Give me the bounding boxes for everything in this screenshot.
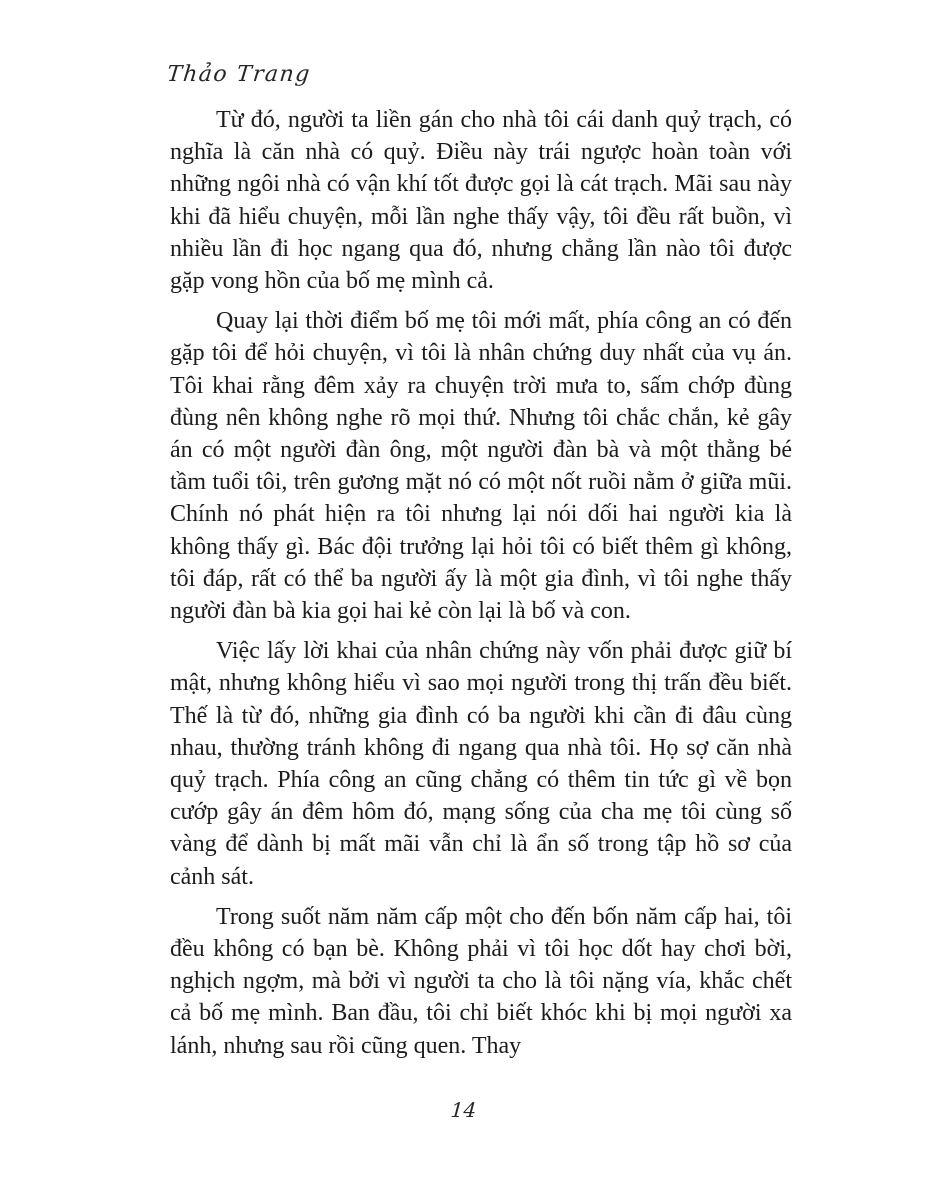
body-text-block xyxy=(170,104,792,1070)
paragraph-2: Quay lại thời điểm bố mẹ tôi mới mất, phía công an có đến gặp tôi để hỏi chuyện, vì tôi là nhân chứng duy nhất của vụ án. Tôi khai rằng đêm xảy ra chuyện trời mưa to, sấm chớp đùng đùng nên không nghe rõ mọi thứ. Nhưng tôi chắc chắn, kẻ gây án có một người đàn ông, một người đàn bà và một thằng bé tầm tuổi tôi, trên gương mặt nó có một nốt ruồi nằm ở giữa mũi. Chính nó phát hiện ra tôi nhưng lại nói dối hai người kia là không thấy gì. Bác đội trưởng lại hỏi tôi có biết thêm gì không, tôi đáp, rất có thể ba người ấy là một gia đình, vì tôi nghe thấy người đàn bà kia gọi hai kẻ còn lại là bố và con. xyxy=(170,308,792,625)
page-number: 14 xyxy=(449,1098,478,1122)
paragraph-4: Trong suốt năm năm cấp một cho đến bốn năm cấp hai, tôi đều không có bạn bè. Không phải vì tôi học dốt hay chơi bời, nghịch ngợm, mà bởi vì người ta cho là tôi nặng vía, khắc chết cả bố mẹ mình. Ban đầu, tôi chỉ biết khóc khi bị mọi người xa lánh, nhưng sau rồi cũng quen. Thay xyxy=(170,903,792,1059)
paragraph-3: Việc lấy lời khai của nhân chứng này vốn phải được giữ bí mật, nhưng không hiểu vì sao mọi người trong thị trấn đều biết. Thế là từ đó, những gia đình có ba người khi cần đi đâu cùng nhau, thường tránh không đi ngang qua nhà tôi. Họ sợ căn nhà quỷ trạch. Phía công an cũng chẳng có thêm tin tức gì về bọn cướp gây án đêm hôm đó, mạng sống của cha mẹ tôi cùng số vàng để dành bị mất mãi vẫn chỉ là ẩn số trong tập hồ sơ của cảnh sát. xyxy=(170,638,792,890)
running-head-author: Thảo Trang xyxy=(165,62,313,87)
paragraph-1: Từ đó, người ta liền gán cho nhà tôi cái danh quỷ trạch, có nghĩa là căn nhà có quỷ. Điều này trái ngược hoàn toàn với những ngôi nhà có vận khí tốt được gọi là cát trạch. Mãi sau này khi đã hiểu chuyện, mỗi lần nghe thấy vậy, tôi đều rất buồn, vì nhiều lần đi học ngang qua đó, nhưng chẳng lần nào tôi được gặp vong hồn của bố mẹ mình cả. xyxy=(170,107,792,295)
